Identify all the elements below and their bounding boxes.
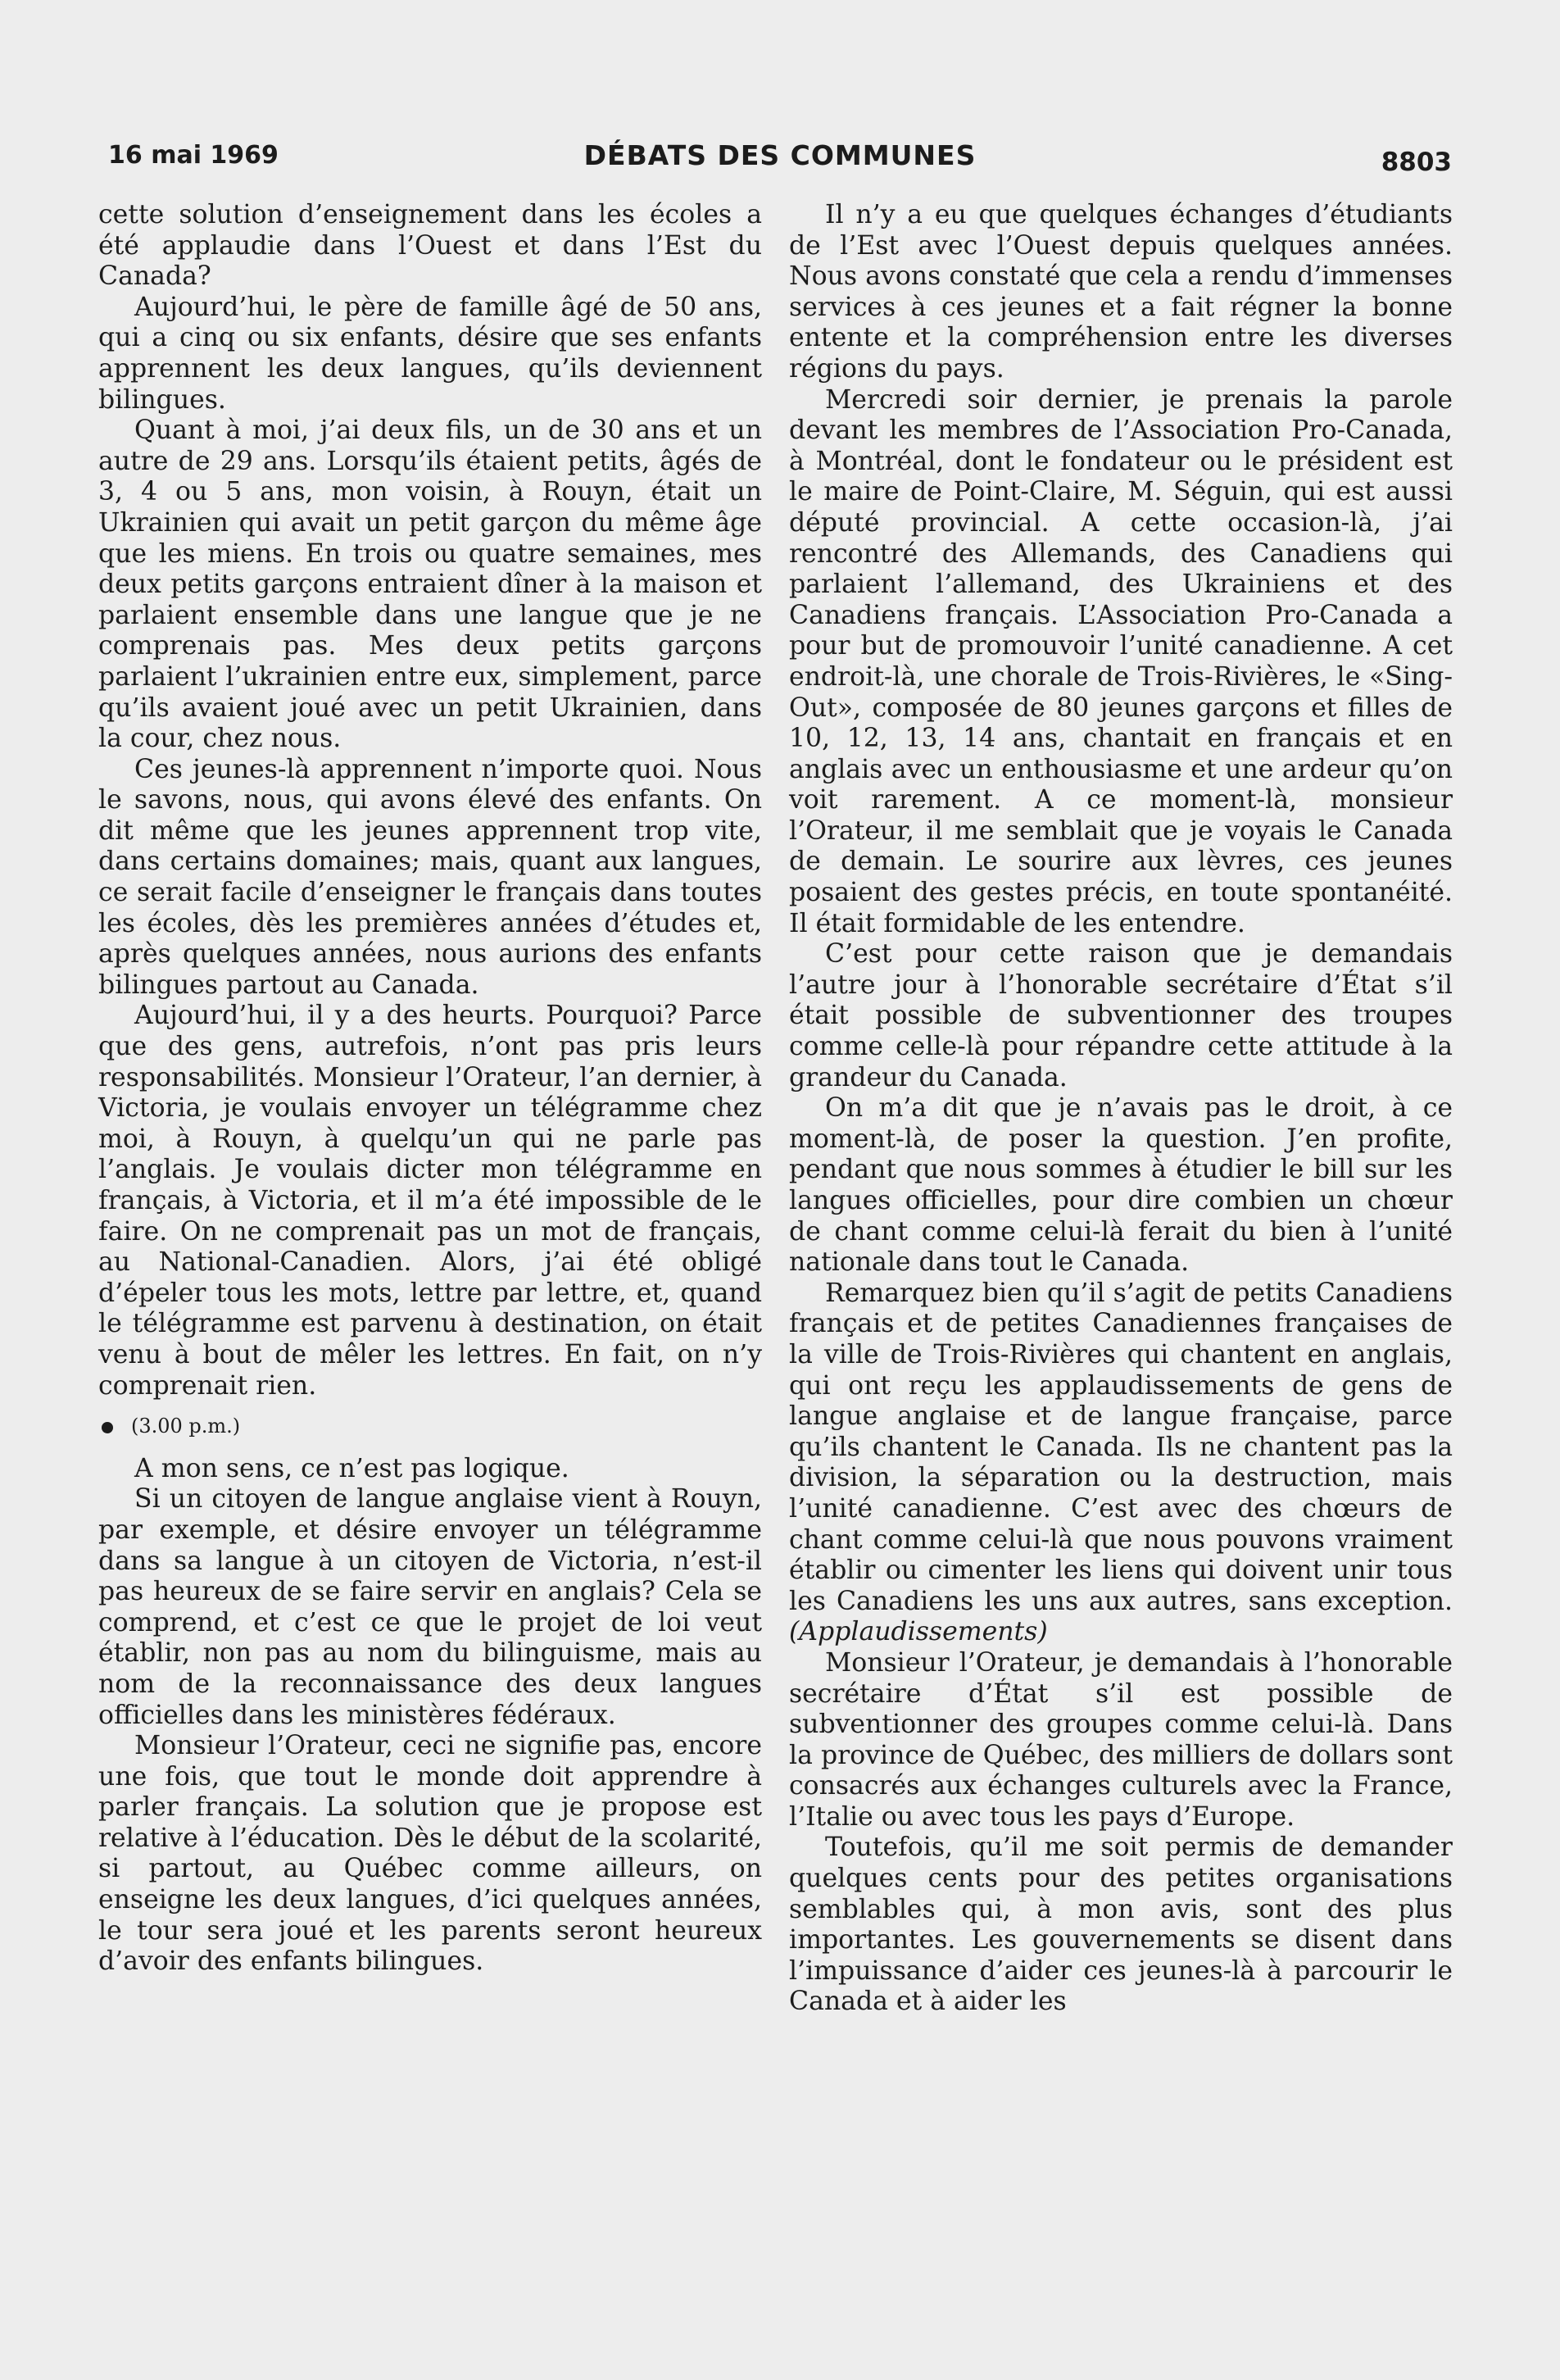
applause-note: (Applaudissements): [789, 1617, 1048, 1647]
paragraph: Si un citoyen de langue anglaise vient à Rouyn, par exemple, et désire envoyer un télégramme dans sa langue à un citoyen de Victoria, n’est-il pas heureux de se faire servir en anglais? Cela se comprend, et c’est ce que le projet de loi veut établir, non pas au nom du bilinguisme, mais au nom de la reconnaissance des deux langues officielles dans les ministères fédéraux.: [98, 1484, 762, 1730]
paragraph: Aujourd’hui, le père de famille âgé de 50 ans, qui a cinq ou six enfants, désire que ses enfants apprennent les deux langues, qu’ils deviennent bilingues.: [98, 292, 762, 415]
paragraph: Toutefois, qu’il me soit permis de demander quelques cents pour des petites organisations semblables qui, à mon avis, sont des plus importantes. Les gouvernements se disent dans l’impuissance d’aider ces jeunes-là à parcourir le Canada et à aider les: [789, 1833, 1453, 2017]
paragraph: Monsieur l’Orateur, je demandais à l’honorable secrétaire d’État s’il est possible de subventionner des groupes comme celui-là. Dans la province de Québec, des milliers de dollars sont consacrés aux échanges culturels avec la France, l’Italie ou avec tous les pays d’Europe.: [789, 1647, 1453, 1832]
paragraph: Mercredi soir dernier, je prenais la parole devant les membres de l’Association Pro-Canada, à Montréal, dont le fondateur ou le président est le maire de Point-Claire, M. Séguin, qui est aussi député provincial. A cette occasion-là, j’ai rencontré des Allemands, des Canadiens qui parlaient l’allemand, des Ukrainiens et des Canadiens français. L’Association Pro-Canada a pour but de promouvoir l’unité canadienne. A cet endroit-là, une chorale de Trois-Rivières, le «Sing-Out», composée de 80 jeunes garçons et filles de 10, 12, 13, 14 ans, chantait en français et en anglais avec un enthousiasme et une ardeur qu’on voit rarement. A ce moment-là, monsieur l’Orateur, il me semblait que je voyais le Canada de demain. Le sourire aux lèvres, ces jeunes posaient des gestes précis, en toute spontanéité. Il était formidable de les entendre.: [789, 384, 1453, 938]
paragraph-text: Remarquez bien qu’il s’agit de petits Canadiens français et de petites Canadiennes françaises de la ville de Trois-Rivières qui chantent en anglais, qui ont reçu les applaudissements de gens de langue anglaise et de langue française, parce qu’ils chantent le Canada. Ils ne chantent pas la division, la séparation ou la destruction, mais l’unité canadienne. C’est avec des chœurs de chant comme celui-là que nous pouvons vraiment établir ou cimenter les liens qui doivent unir tous les Canadiens les uns aux autres, sans exception.: [789, 1278, 1453, 1616]
time-marker: [98, 1411, 762, 1442]
paragraph: A mon sens, ce n’est pas logique.: [134, 1453, 569, 1483]
right-column: [789, 200, 1453, 2018]
page-number: 8803: [1381, 148, 1452, 177]
paragraph: C’est pour cette raison que je demandais l’autre jour à l’honorable secrétaire d’État s’il était possible de subventionner des troupes comme celle-là pour répandre cette attitude à la grandeur du Canada.: [789, 939, 1453, 1092]
paragraph: Monsieur l’Orateur, ceci ne signifie pas, encore une fois, que tout le monde doit apprendre à parler français. La solution que je propose est relative à l’éducation. Dès le début de la scolarité, si partout, au Québec comme ailleurs, on enseigne les deux langues, d’ici quelques années, le tour sera joué et les parents seront heureux d’avoir des enfants bilingues.: [98, 1731, 762, 1977]
paragraph: Il n’y a eu que quelques échanges d’étudiants de l’Est avec l’Ouest depuis quelques années. Nous avons constaté que cela a rendu d’immenses services à ces jeunes et a fait régner la bonne entente et la compréhension entre les diverses régions du pays.: [789, 200, 1453, 384]
paragraph: cette solution d’enseignement dans les écoles a été applaudie dans l’Ouest et dans l’Est du Canada?: [98, 200, 762, 292]
paragraph: [789, 1279, 1453, 1648]
paragraph: Aujourd’hui, il y a des heurts. Pourquoi? Parce que des gens, autrefois, n’ont pas pris leurs responsabilités. Monsieur l’Orateur, l’an dernier, à Victoria, je voulais envoyer un télégramme chez moi, à Rouyn, à quelqu’un qui ne parle pas l’anglais. Je voulais dicter mon télégramme en français, à Victoria, et il m’a été impossible de le faire. On ne comprenait pas un mot de français, au National-Canadien. Alors, j’ai été obligé d’épeler tous les mots, lettre par lettre, et, quand le télégramme est parvenu à destination, on était venu à bout de mêler les lettres. En fait, on n’y comprenait rien.: [98, 1001, 762, 1401]
paragraph: Quant à moi, j’ai deux fils, un de 30 ans et un autre de 29 ans. Lorsqu’ils étaient petits, âgés de 3, 4 ou 5 ans, mon voisin, à Rouyn, était un Ukrainien qui avait un petit garçon du même âge que les miens. En trois ou quatre semaines, mes deux petits garçons entraient dîner à la maison et parlaient ensemble dans une langue que je ne comprenais pas. Mes deux petits garçons parlaient l’ukrainien entre eux, simplement, parce qu’ils avaient joué avec un petit Ukrainien, dans la cour, chez nous.: [98, 416, 762, 754]
left-column: [98, 200, 762, 1978]
header-date: 16 mai 1969: [108, 141, 279, 170]
paragraph: On m’a dit que je n’avais pas le droit, à ce moment-là, de poser la question. J’en profite, pendant que nous sommes à étudier le bill sur les langues officielles, pour dire combien un chœur de chant comme celui-là ferait du bien à l’unité nationale dans tout le Canada.: [789, 1093, 1453, 1278]
header-title: DÉBATS DES COMMUNES: [583, 139, 977, 171]
paragraph: Ces jeunes-là apprennent n’importe quoi. Nous le savons, nous, qui avons élevé des enfants. On dit même que les jeunes apprennent trop vite, dans certains domaines; mais, quant aux langues, ce serait facile d’enseigner le français dans toutes les écoles, dès les premières années d’études et, après quelques années, nous aurions des enfants bilingues partout au Canada.: [98, 754, 762, 1000]
bullet-icon: [102, 1422, 113, 1433]
page-header: [108, 136, 1452, 182]
time-marker-text: (3.00 p.m.): [131, 1415, 241, 1438]
